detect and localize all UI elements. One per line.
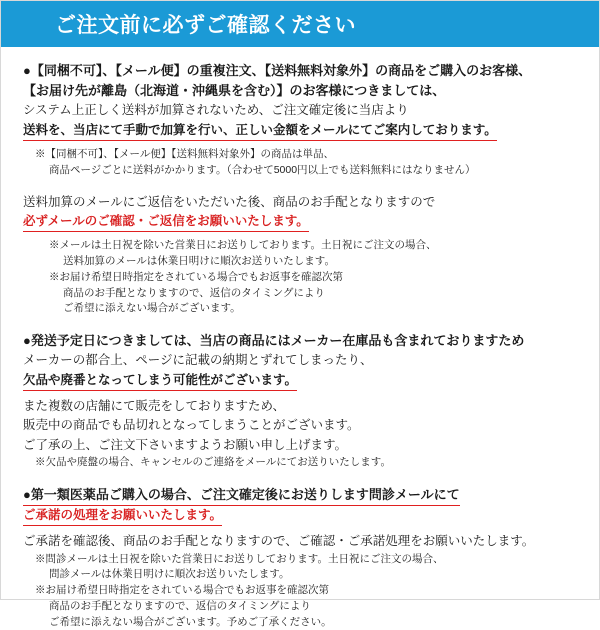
notice-line: メーカーの都合上、ページに記載の納期とずれてしまったり、 — [23, 353, 373, 368]
notice-note: ※メールは土日祝を除いた営業日にお送りしております。土日祝にご注文の場合、 — [49, 239, 437, 252]
notice-body — [1, 47, 599, 630]
page-title: ご注文前に必ずご確認ください — [55, 14, 356, 37]
notice-line: 送料加算のメールにご返信をいただいた後、商品のお手配となりますので — [23, 194, 436, 209]
notice-note: 商品ページごとに送料がかかります。（合わせて5000円以上でも送料無料にはなりません） — [49, 163, 476, 176]
section-shipping-date — [23, 331, 577, 471]
notice-line: ●【同梱不可】、【メール便】の重複注文、【送料無料対象外】の商品をご購入のお客様、 — [23, 63, 532, 78]
page-header — [1, 1, 599, 47]
notice-line: また複数の店舗にて販売をしておりますため、 — [23, 398, 286, 413]
notice-line: ご了承の上、ご注文下さいますようお願い申し上げます。 — [23, 437, 348, 452]
section-medicine — [23, 485, 577, 630]
section-reply — [23, 193, 577, 318]
notice-line-highlight: 欠品や廃番となってしまう可能性がございます。 — [23, 371, 297, 391]
notice-line-highlight: ●第一類医薬品ご購入の場合、ご注文確定後にお送りします問診メールにて — [23, 485, 460, 506]
notice-note: 商品のお手配となりますので、返信のタイミングにより — [63, 286, 325, 299]
notice-line: システム上正しく送料が加算されないため、ご注文確定後に当店より — [23, 103, 409, 118]
notice-line: ご承諾を確認後、商品のお手配となりますので、ご確認・ご承諾処理をお願いいたします。 — [23, 534, 535, 549]
notice-note: 問診メールは休業日明けに順次お送りいたします。 — [49, 568, 290, 581]
notice-line: ●発送予定日につきましては、当店の商品にはメーカー在庫品も含まれておりますため — [23, 333, 525, 349]
notice-line: 販売中の商品でも品切れとなってしまうことがございます。 — [23, 418, 360, 433]
notice-note: ※【同梱不可】、【メール便】【送料無料対象外】の商品は単品、 — [35, 148, 335, 161]
notice-note: 商品のお手配となりますので、返信のタイミングにより — [49, 599, 311, 612]
notice-line-highlight: 送料を、当店にて手動で加算を行い、正しい金額をメールにてご案内しております。 — [23, 121, 497, 141]
notice-line-highlight: 必ずメールのご確認・ご返信をお願いいたします。 — [23, 212, 309, 232]
section-packaging — [23, 61, 577, 179]
notice-note: ご希望に添えない場合がございます。予めご了承ください。 — [49, 615, 332, 628]
notice-line-highlight: ご承諾の処理をお願いいたします。 — [23, 506, 222, 526]
notice-note: ※問診メールは土日祝を除いた営業日にお送りしております。土日祝にご注文の場合、 — [35, 552, 444, 565]
notice-note: 送料加算のメールは休業日明けに順次お送りいたします。 — [63, 255, 335, 268]
notice-note: ※お届け希望日時指定をされている場合でもお返事を確認次第 — [49, 270, 343, 283]
notice-note: ご希望に添えない場合がございます。 — [63, 302, 241, 315]
notice-line: 【お届け先が離島（北海道・沖縄県を含む）】のお客様につきましては、 — [23, 83, 446, 99]
notice-note: ※欠品や廃盤の場合、キャンセルのご連絡をメールにてお送りいたします。 — [35, 456, 391, 469]
notice-note: ※お届け希望日時指定をされている場合でもお返事を確認次第 — [35, 584, 329, 597]
